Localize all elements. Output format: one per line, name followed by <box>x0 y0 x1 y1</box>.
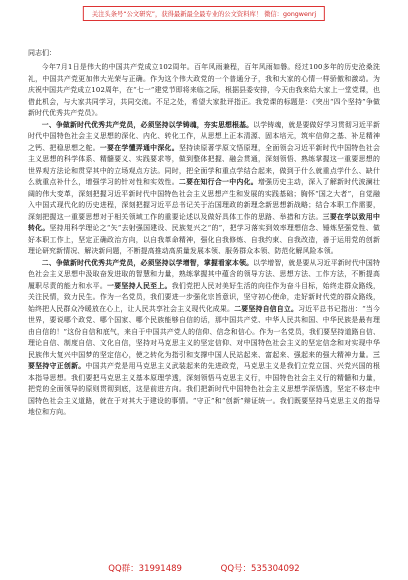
paragraph-text: 增强历史主动，深入了解新时代波澜壮阔的伟大变革，深刻把握习近平新时代中国特色社会主义思想产生和发展的实践基础；胸怀“国之大者”，自觉融入中国式现代化的历史进程，深刻把握习近平总书记关于治国理政的新理念新思想新战略；结合本职工作需要，深刻把握这一重要思想对于相关领域工作的重要论述以及做好具体工作的思路、举措和方法。 <box>28 178 380 221</box>
bold-heading-text: 三要在学以致用中转化。 <box>28 212 380 232</box>
paragraph-text: 以学增智，就是要从习近平新时代中国特色社会主义思想中汲取奋发进取的智慧和力量，熟练掌握其中蕴含的领导方法、思想方法、工作方法，不断提高履职尽责的能力和水平。 <box>28 258 381 290</box>
paragraph-text: 今年7月1日是伟大的中国共产党成立102周年。百年风雨兼程，百年风雨如磐。经过100多年的历史沧桑洗礼，中国共产党更加伟大光荣与正确。作为这个伟大政党的一个普通分子，我和大家的心情一样骄傲和激动。为庆祝中国共产党成立102周年，在“七一”建党节即将来临之际，根据县委安排，今天由我来给大家上一堂党课，也借此机会，与大家共同学习，共同交流。不足之处，希望大家批评指正。我党课的标题是：《突出“四个坚持”争做新时代优秀共产党员》。 <box>28 63 380 117</box>
paragraph-list <box>28 62 380 419</box>
paragraph-text: 习近平总书记指出：“当今世界，要说哪个政党、哪个国家、哪个民族能够自信的话，那中国共产党、中华人民共和国、中华民族是最有理由自信的！”这份自信和底气，来自于中国共产党人的信仰、信念和信心。作为一名党员，我们要坚持道路自信、理论自信、制度自信、文化自信，坚持对马克思主义的坚定信仰、对中国特色社会主义的坚定信念和对实现中华民族伟大复兴中国梦的坚定信心，使之转化为指引和支撑中国人民站起来、富起来、强起来的强大精神力量。 <box>28 304 380 359</box>
bold-heading-text: 三要坚持守正创新。 <box>28 350 380 370</box>
contact-footer <box>0 562 408 574</box>
paragraph-text: 我们党把人民对美好生活的向往作为奋斗目标，始终走群众路线，关注民情，致力民生。作为一名党员，我们要进一步强化宗旨意识，坚守初心使命，走好新时代党的群众路线，始终把人民群众冷暖放在心上，让人民共享社会主义现代化成果。 <box>28 281 380 313</box>
qq-group: QQ群：31991489 <box>108 564 182 574</box>
paragraph-text: 坚持读原著学原文悟原理，全面领会习近平新时代中国特色社会主义思想的科学体系、精髓要义、实践要求等，做到整体把握、融会贯通，深刻领悟、熟练掌握这一重要思想的世界观方法论和贯穿其中的立场观点方法。同时，把全面学和重点学结合起来，做到于什么就重点学什么、缺什么就重点补什么，增强学习的针对性和实效性。 <box>28 143 381 186</box>
paragraph-text: 中国共产党是用马克思主义武装起来的先进政党，马克思主义是我们立党立国、兴党兴国的根本指导思想。我们要把马克思主义基本原理学透，深刻领悟马克思主义行，中国特色社会主义行的精髓和力量，把党的全面领导的原则贯彻到底，这是前进方向。我们把新时代中国特色社会主义思想学深悟透，坚定不移走中国特色社会主义道路，就在于对其大于建设的事情。“守正”和“创新”辩证统一。我们既要坚持马克思主义的指导地位和方向。 <box>28 362 380 416</box>
document-body <box>28 48 380 419</box>
bold-heading-text: 一要坚持人民至上。 <box>107 281 172 290</box>
bold-heading-text: 一、争做新时代优秀共产党员，必须坚持以学铸魂，夯实思想根基。 <box>41 120 254 129</box>
paragraph-text: 以学铸魂，就是要做好学习贯彻习近平新时代中国特色社会主义思想的深化、内化、转化工作，从思想上正本清源、固本培元，筑牢信仰之基、补足精神之钙、把稳思想之舵。 <box>28 120 381 152</box>
paragraph <box>28 62 380 120</box>
paragraph <box>28 120 380 258</box>
paragraph <box>28 258 380 419</box>
promo-banner: 关注头条号“公文研究”，获得最新最全最专业的公文资料库！ 微信：gongwenrj <box>83 6 325 21</box>
bold-heading-text: 二要坚持自信自立。 <box>234 304 299 313</box>
qq-id: QQ号：535304092 <box>220 564 300 574</box>
greeting: 同志们： <box>28 49 56 57</box>
bold-heading-text: 二要在知行合一中内化。 <box>178 178 258 186</box>
paragraph-text: 坚持用科学理论之“矢”去射强国建设、民族复兴之“的”，把学习落实到效率理想信念、锤炼坚强党性、做好本职工作上，坚定正确政治方向，以自我革命精神，强化自我修炼、自我约束、自我改造，善于运用党的创新理论研究新情况、解决新问题，不断提高推动高质量发展本领、服务群众本领、防范化解风险本领。 <box>28 224 380 255</box>
bold-heading-text: 二、争做新时代优秀共产党员，必须坚持以学增智，掌握看家本领。 <box>41 258 254 267</box>
bold-heading-text: 一要在学懂弄通中深化。 <box>99 143 179 152</box>
